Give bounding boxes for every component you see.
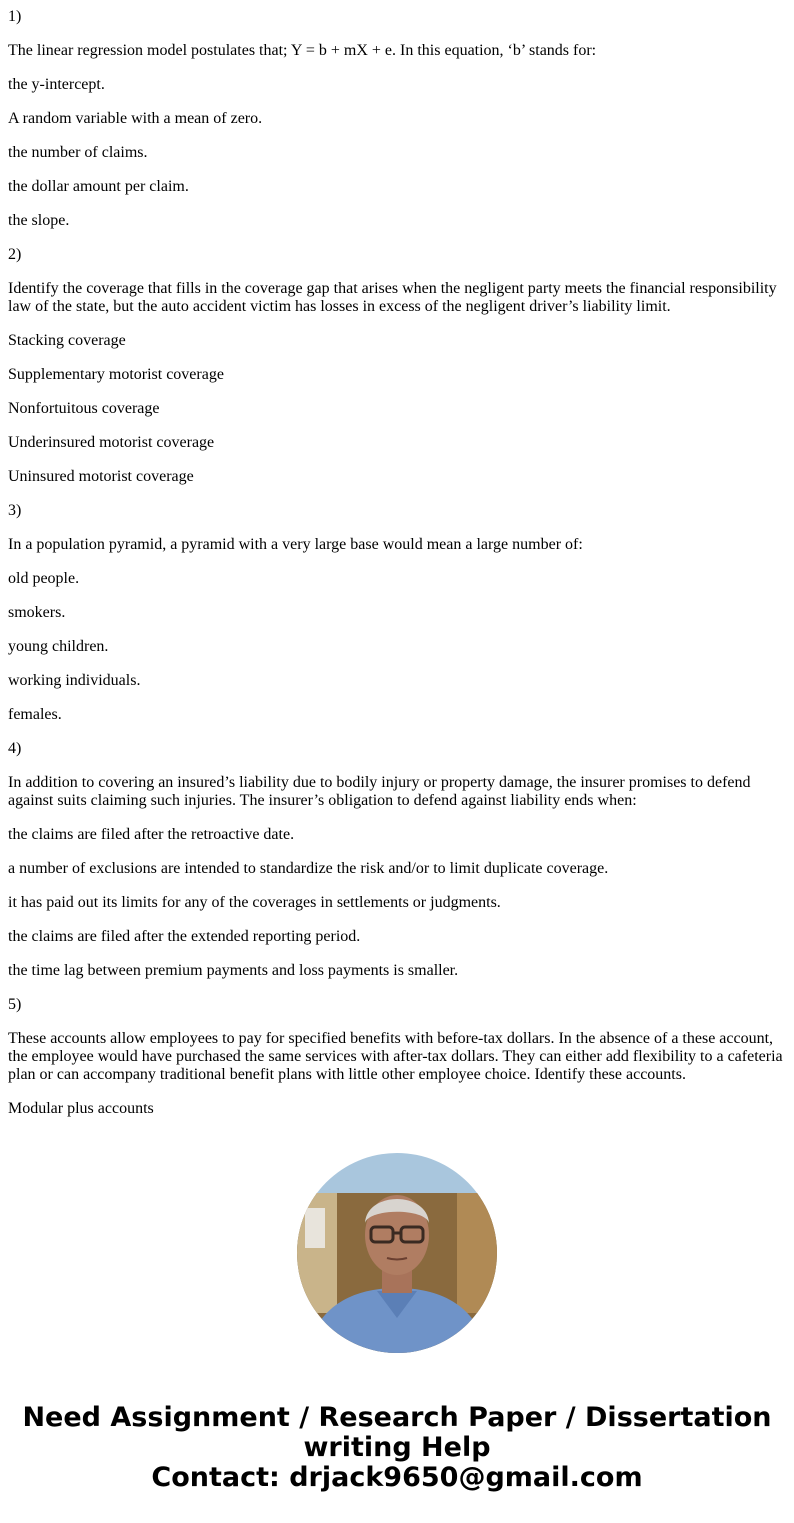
answer-option: the slope.: [8, 212, 70, 229]
answer-option: Uninsured motorist coverage: [8, 468, 194, 485]
question-prompt: In addition to covering an insured’s liability due to bodily injury or property damage, the insurer promises to defend against suits claiming such injuries. The insurer’s obligation to defend against liability ends when:: [8, 774, 751, 809]
answer-option: it has paid out its limits for any of the coverages in settlements or judgments.: [8, 894, 501, 911]
question-prompt: The linear regression model postulates that; Y = b + mX + e. In this equation, ‘b’ stands for:: [8, 42, 597, 59]
person-portrait-icon: [297, 1153, 497, 1353]
answer-option: smokers.: [8, 604, 66, 621]
answer-option: Modular plus accounts: [8, 1100, 154, 1117]
question-list: [8, 0, 786, 1134]
answer-option: the y-intercept.: [8, 76, 105, 93]
question-prompt: Identify the coverage that fills in the coverage gap that arises when the negligent party meets the financial responsibility law of the state, but the auto accident victim has losses in excess of the negligent driver’s liability limit.: [8, 280, 777, 315]
banner-contact-email[interactable]: Contact: drjack9650@gmail.com: [151, 1462, 643, 1493]
answer-option: a number of exclusions are intended to standardize the risk and/or to limit duplicate coverage.: [8, 860, 609, 877]
answer-option: Nonfortuitous coverage: [8, 400, 160, 417]
answer-option: old people.: [8, 570, 80, 587]
contact-banner: [0, 1403, 794, 1493]
question-prompt: These accounts allow employees to pay for specified benefits with before-tax dollars. In the absence of a these account, the employee would have purchased the same services with after-tax dollars. They can either add flexibility to a cafeteria plan or can accompany traditional benefit plans with little other employee choice. Identify these accounts.: [8, 1030, 783, 1083]
answer-option: the claims are filed after the retroactive date.: [8, 826, 295, 843]
question-number: 4): [8, 740, 22, 757]
answer-option: Underinsured motorist coverage: [8, 434, 215, 451]
author-photo: [297, 1153, 497, 1353]
answer-option: young children.: [8, 638, 109, 655]
answer-option: the claims are filed after the extended reporting period.: [8, 928, 361, 945]
answer-option: the time lag between premium payments and loss payments is smaller.: [8, 962, 459, 979]
question-number: 2): [8, 246, 22, 263]
answer-option: the dollar amount per claim.: [8, 178, 189, 195]
banner-line-1: Need Assignment / Research Paper / Dissertation: [22, 1402, 772, 1433]
banner-line-2: writing Help: [303, 1432, 491, 1463]
answer-option: females.: [8, 706, 62, 723]
answer-option: Supplementary motorist coverage: [8, 366, 224, 383]
answer-option: A random variable with a mean of zero.: [8, 110, 263, 127]
question-prompt: In a population pyramid, a pyramid with a very large base would mean a large number of:: [8, 536, 583, 553]
question-number: 1): [8, 8, 22, 25]
answer-option: Stacking coverage: [8, 332, 126, 349]
question-number: 3): [8, 502, 22, 519]
question-number: 5): [8, 996, 22, 1013]
answer-option: working individuals.: [8, 672, 141, 689]
answer-option: the number of claims.: [8, 144, 148, 161]
